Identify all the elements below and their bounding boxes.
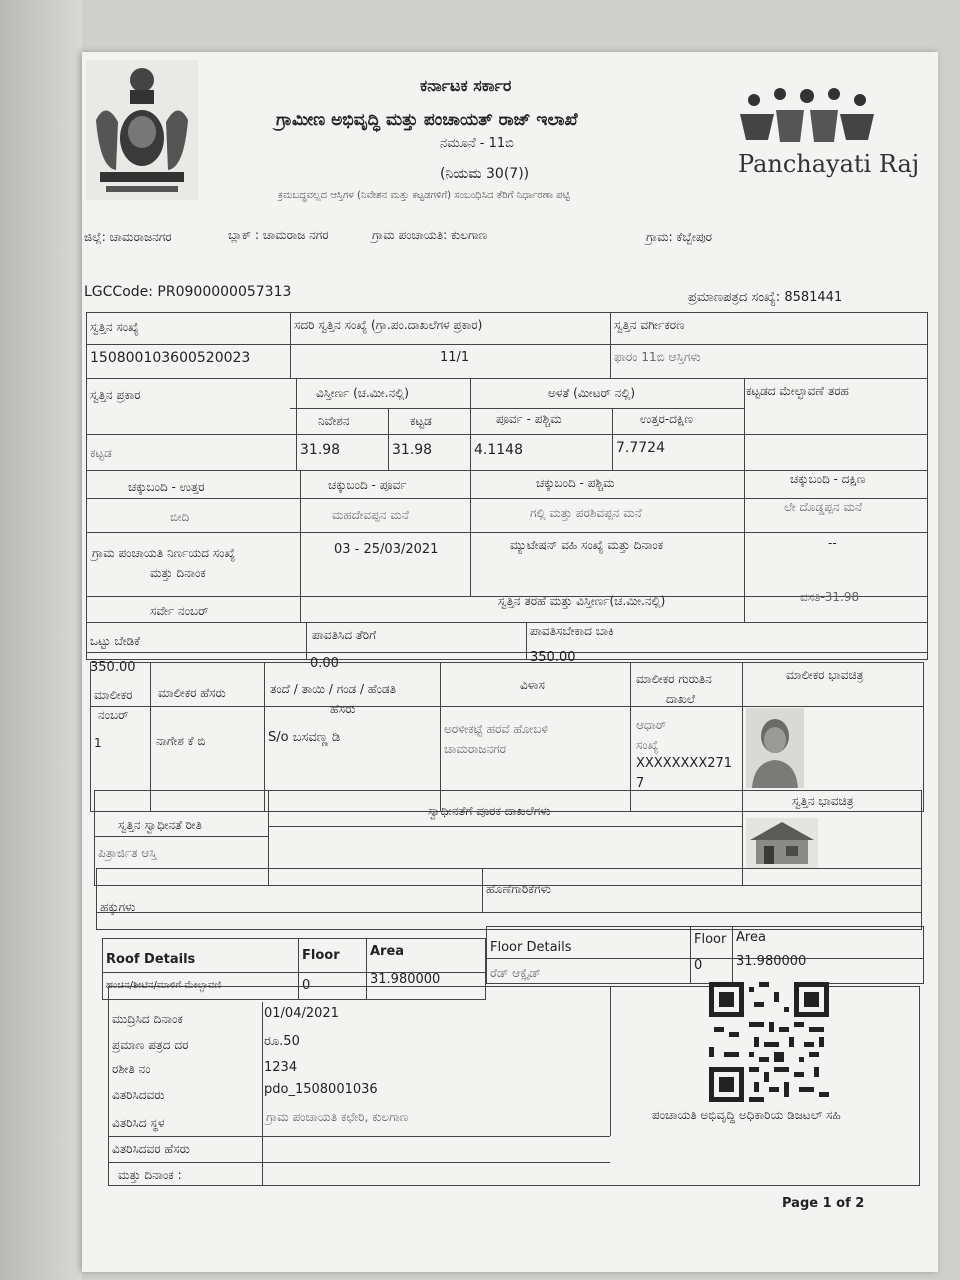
property-type-label: ಸ್ವತ್ತಿನ ಪ್ರಕಾರ: [90, 388, 141, 402]
paid-tax-label: ಪಾವತಿಸಿದ ತೆರಿಗೆ: [312, 628, 377, 642]
property-no-value: 11/1: [440, 350, 470, 365]
scan-shadow: [0, 0, 82, 1280]
gp-resolution-label-2: ಮತ್ತು ದಿನಾಂಕ: [150, 566, 206, 580]
receipt-label: ರಶೀತಿ ನಂ: [112, 1062, 151, 1076]
east-west-value: 4.1148: [474, 442, 523, 458]
owner-id-2: ಸಂಖ್ಯೆ: [636, 738, 659, 752]
lgd-code: LGCCode: PR0900000057313: [84, 284, 292, 300]
survey-label: ಸರ್ವೇ ನಂಬರ್: [150, 604, 209, 618]
qr-code: [708, 982, 830, 1102]
building-label: ಕಟ್ಟಡ: [410, 414, 432, 428]
digital-signature: ಪಂಚಾಯತಿ ಅಭಿವೃದ್ಧಿ ಅಧಿಕಾರಿಯ ಡಿಜಟಲ್ ಸಹಿ: [652, 1108, 841, 1122]
date-label: ಮತ್ತು ದಿನಾಂಕ :: [118, 1168, 182, 1182]
receipt: 1234: [264, 1060, 298, 1075]
liabilities-label: ಹೊಣೆಗಾರಿಕೆಗಳು: [486, 882, 551, 896]
property-class-value: ಫಾರಂ 11ಬಿ ಆಸ್ತಿಗಳು: [614, 350, 701, 364]
ownership-docs-label: ಸ್ವಾಧೀನತೆಗೆ ಪೂರಕ ದಾಖಲೆಗಳು: [428, 804, 551, 818]
property-no-label: ಸದರಿ ಸ್ವತ್ತಿನ ಸಂಖ್ಯೆ (ಗ್ರಾ.ಪಂ.ದಾಖಲೆಗಳ ಪ್ರಕಾರ): [294, 318, 483, 332]
mutation-label: ಮ್ಯುಟೇಷನ್ ವಹಿ ಸಂಖ್ಯೆ ಮತ್ತು ದಿನಾಂಕ: [510, 538, 664, 552]
south-boundary-label: ಚಕ್ಕುಬಂದಿ - ದಕ್ಷಿಣ: [790, 472, 866, 486]
site-label: ನಿವೇಶನ: [318, 414, 350, 428]
owner-id-header-2: ದಾಖಲೆ: [666, 692, 695, 706]
owner-address-2: ಚಾಮರಾಜನಗರ: [444, 742, 507, 756]
owner-no: 1: [94, 736, 102, 750]
east-boundary-label: ಚಕ್ಕುಬಂದಿ - ಪೂರ್ವ: [328, 478, 407, 492]
mutation-value: --: [828, 536, 837, 550]
property-photo: [746, 818, 818, 868]
govt-title: ಕರ್ನಾಟಕ ಸರ್ಕಾರ: [420, 76, 512, 95]
east-west-label: ಪೂರ್ವ - ಪಶ್ಚಿಮ: [496, 412, 562, 426]
north-south-label: ಉತ್ತರ-ದಕ್ಷಿಣ: [640, 412, 693, 426]
paid-tax-value: 0.00: [310, 656, 339, 671]
fee: ರೂ.50: [264, 1034, 300, 1049]
block: ಬ್ಲಾಕ್ : ಚಾಮರಾಜ ನಗರ: [228, 228, 329, 242]
roof-area: 31.980000: [370, 972, 441, 987]
roof-type: ಹಂಚಿನ/ಶೀಟಿನ/ಮಾಳಿಗೆ ಮೇಲ್ಛಾವಣಿ: [106, 980, 222, 991]
owner-address-1: ಅರಳೀಕಟ್ಟೆ ಹರವೆ ಹೋಬಳಿ: [444, 722, 548, 736]
floor-floor: 0: [694, 958, 703, 973]
printed-date: 01/04/2021: [264, 1006, 339, 1021]
floor-floor-header: Floor: [694, 932, 727, 947]
rule-number: (ನಿಯಮ 30(7)): [440, 166, 530, 182]
issued-place-label: ವಿತರಿಸಿದ ಸ್ಥಳ: [112, 1116, 165, 1130]
north-south-value: 7.7724: [616, 440, 665, 456]
owner-name: ನಾಗೇಶ ಕೆ ಬಿ: [156, 734, 206, 748]
issued-by: pdo_1508001036: [264, 1082, 378, 1097]
roof-floor: 0: [302, 978, 311, 993]
department-title: ಗ್ರಾಮೀಣ ಅಭಿವೃದ್ಧಿ ಮತ್ತು ಪಂಚಾಯತ್ ರಾಜ್ ಇಲಾಖೆ: [276, 110, 578, 130]
rights-label: ಹಕ್ಕುಗಳು: [100, 900, 136, 914]
floor-title: Floor Details: [490, 940, 572, 955]
east-boundary: ಮಹದೇವಪ್ಪನ ಮನೆ: [332, 508, 409, 522]
property-class-label: ಸ್ವತ್ತಿನ ವರ್ಗೀಕರಣ: [614, 318, 685, 332]
issued-place: ಗ್ರಾಮ ಪಂಚಾಯತಿ ಕಛೇರಿ, ಕುಲಗಾಣ: [266, 1110, 409, 1124]
west-boundary-label: ಚಕ್ಕುಬಂದಿ - ಪಶ್ಚಿಮ: [536, 476, 615, 490]
owner-no-header-1: ಮಾಲೀಕರ: [94, 688, 133, 702]
fee-label: ಪ್ರಮಾಣ ಪತ್ರದ ದರ: [112, 1038, 189, 1052]
property-type-value: ಕಟ್ಟಡ: [90, 446, 112, 460]
due-label: ಪಾವತಿಸಬೇಕಾದ ಬಾಕಿ: [530, 624, 614, 638]
certificate-number: ಪ್ರಮಾಣಪತ್ರದ ಸಂಖ್ಯೆ: 8581441: [688, 290, 843, 305]
owner-relation: S/o ಬಸವಣ್ಣ ಡಿ: [268, 730, 341, 745]
owner-photo: [746, 708, 804, 788]
owner-relation-header-2: ಹೆಸರು: [330, 702, 356, 716]
form-number: ನಮೂನೆ - 11ಬಿ: [440, 136, 514, 151]
due-value: 350.00: [530, 650, 576, 665]
owner-id-3: XXXXXXXX271: [636, 756, 733, 771]
owner-photo-header: ಮಾಲೀಕರ ಭಾವಚಿತ್ರ: [786, 668, 864, 682]
karnataka-emblem-icon: [86, 60, 198, 200]
property-id-label: ಸ್ವತ್ತಿನ ಸಂಖ್ಯೆ: [90, 320, 139, 334]
owner-name-header: ಮಾಲೀಕರ ಹೆಸರು: [158, 686, 226, 700]
rights-table: [96, 868, 922, 930]
page-number: Page 1 of 2: [782, 1196, 865, 1211]
owner-no-header-2: ನಂಬರ್: [98, 708, 129, 722]
roof-title: Roof Details: [106, 952, 196, 967]
nature-label: ಸ್ವತ್ತಿನ ತರಹೆ ಮತ್ತು ವಿಸ್ತೀರ್ಣ(ಚ.ಮೀ.ನಲ್ಲಿ): [498, 594, 666, 608]
floor-area: 31.980000: [736, 954, 807, 969]
area-label: ವಿಸ್ತೀರ್ಣ (ಚ.ಮೀ.ನಲ್ಲಿ): [316, 386, 409, 400]
gram-panchayat: ಗ್ರಾಮ ಪಂಚಾಯತಿ: ಕುಲಗಾಣ: [372, 228, 488, 242]
total-demand-label: ಒಟ್ಟು ಬೇಡಿಕೆ: [90, 634, 140, 648]
district: ಜಿಲ್ಲೆ: ಚಾಮರಾಜನಗರ: [84, 230, 172, 244]
gp-resolution-label-1: ಗ್ರಾಮ ಪಂಚಾಯತಿ ನಿರ್ಣಯದ ಸಂಖ್ಯೆ: [92, 546, 236, 560]
owner-id-4: 7: [636, 776, 645, 791]
roof-type-label: ಕಟ್ಟಡದ ಮೇಲ್ಛಾವಣೆ ತರಹ: [746, 384, 849, 398]
recipient-label: ವಿತರಿಸಿದವರ ಹೆಸರು: [112, 1142, 190, 1156]
ownership-mode-label: ಸ್ವತ್ತಿನ ಸ್ವಾಧೀನತೆ ರೀತಿ: [118, 818, 202, 832]
owner-id-1: ಆಧಾರ್: [636, 718, 667, 732]
printed-date-label: ಮುದ್ರಿಸಿದ ದಿನಾಂಕ: [112, 1012, 183, 1026]
panchayati-raj-logo-icon: [734, 86, 880, 146]
total-demand-value: 350.00: [90, 660, 136, 675]
nature-value: ವಸತಿ-31.98: [800, 590, 860, 604]
west-boundary: ಗಲ್ಲಿ ಮತ್ತು ಪರಶಿವಪ್ಪನ ಮನೆ: [530, 506, 642, 520]
village: ಗ್ರಾಮ: ಕೆಬ್ಬೇಪುರ: [646, 230, 713, 244]
form-subtitle: ಕ್ರಮಬದ್ಧವಲ್ಲದ ಆಸ್ತಿಗಳ (ನಿವೇಶನ ಮತ್ತು ಕಟ್ಟಡಗಳಿಗೆ) ಸಂಬಂಧಿಸಿದ ತೆರಿಗೆ ನಿರ್ಧಾರಣಾ ಪಟ್ಟಿ: [278, 190, 570, 201]
floor-type: ರೆಡ್ ಆಕ್ಸೈಡ್: [490, 966, 541, 980]
building-area-value: 31.98: [392, 442, 433, 458]
north-boundary-label: ಚಕ್ಕುಬಂದಿ - ಉತ್ತರ: [128, 480, 205, 494]
site-area-value: 31.98: [300, 442, 341, 458]
gp-resolution-value: 03 - 25/03/2021: [334, 542, 439, 557]
property-photo-label: ಸ್ವತ್ತಿನ ಭಾವಚಿತ್ರ: [792, 794, 854, 808]
property-id-value: 150800103600520023: [90, 350, 251, 366]
south-boundary: ಲೇ ದೊಡ್ಡಪ್ಪನ ಮನೆ: [784, 500, 863, 514]
dimension-label: ಅಳತೆ (ಮೀಟರ್ ನಲ್ಲಿ): [548, 386, 636, 400]
roof-area-header: Area: [370, 944, 405, 959]
owner-relation-header-1: ತಂದೆ / ತಾಯಿ / ಗಂಡ / ಹೆಂಡತಿ: [270, 682, 396, 696]
issued-by-label: ವಿತರಿಸಿದವರು: [112, 1088, 165, 1102]
owner-address-header: ವಿಳಾಸ: [520, 678, 545, 692]
owner-id-header-1: ಮಾಲೀಕರ ಗುರುತಿನ: [636, 672, 712, 686]
roof-floor-header: Floor: [302, 948, 340, 963]
north-boundary: ಬೀದಿ: [170, 510, 190, 524]
floor-area-header: Area: [736, 930, 766, 945]
brand-text: Panchayati Raj: [738, 150, 920, 178]
ownership-mode-value: ಪಿತ್ರಾರ್ಜಿತ ಆಸ್ತಿ: [98, 846, 157, 860]
